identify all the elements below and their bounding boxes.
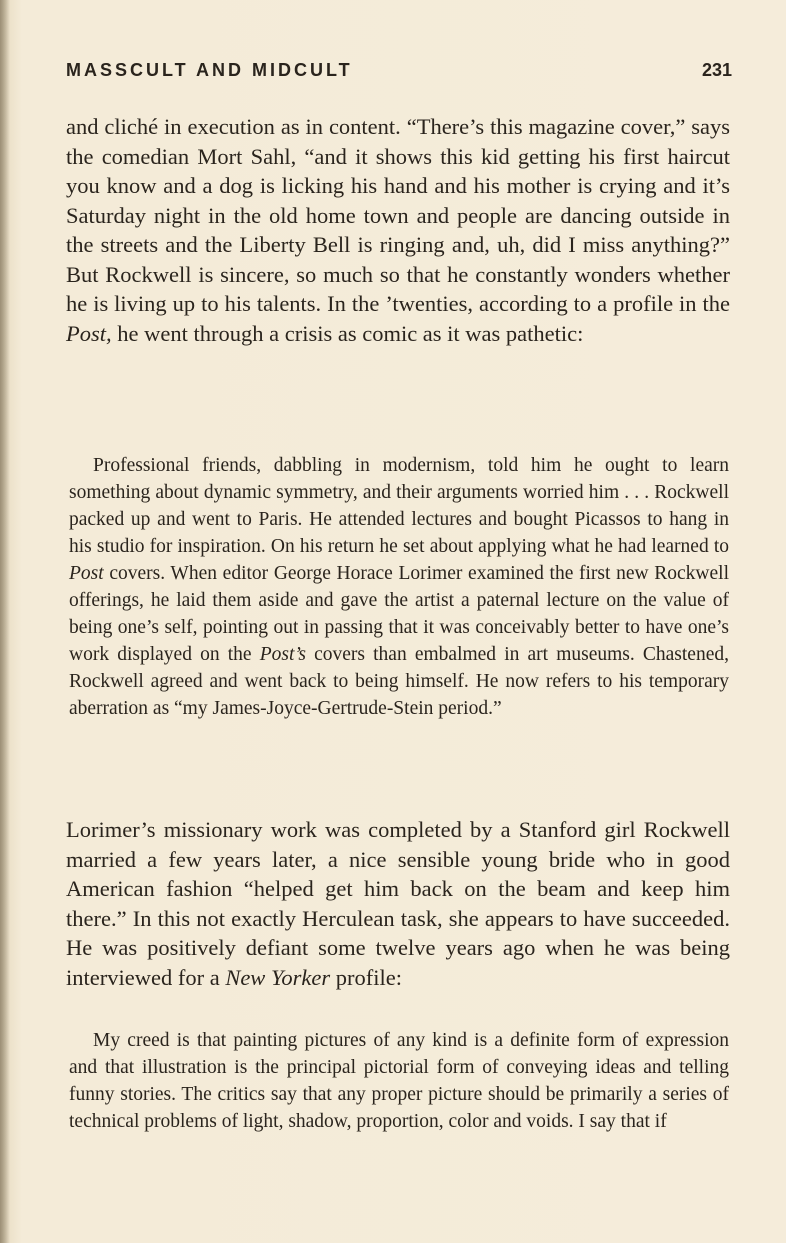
body-paragraph-1: [66, 112, 730, 348]
page-header: [66, 60, 732, 90]
paragraph-2-text: Lorimer’s missionary work was completed by a Stanford girl Rockwell married a few years later, a nice sensible young bride who in good American fashion “helped get him back on the beam and keep him there.” In this not exactly Herculean task, she appears to have succeeded. He was positively defiant some twelve years ago when he was being interviewed for a: [66, 817, 730, 990]
block-quote-1: [69, 452, 729, 722]
spine-shadow: [0, 0, 10, 1243]
quote-1-italic-post: Post: [69, 563, 104, 584]
quote-1-text: Professional friends, dabbling in modernism, told him he ought to learn something about dynamic symmetry, and their arguments worried him . . . Rockwell packed up and went to Paris. He attended lectures and bought Picassos to hang in his studio for inspiration. On his return he set about applying what he had learned to: [69, 455, 729, 557]
paragraph-1-italic: Post,: [66, 320, 112, 346]
quote-1-text-mid: covers. When editor George Horace Lorimer examined the first new Rockwell offerings, he laid them aside and gave the artist a paternal lecture on the value of being one’s self, pointing out in passing that it was conceivably better to have one’s work displayed on the: [69, 563, 729, 665]
body-paragraph-2: [66, 815, 730, 992]
paragraph-2-text-end: profile:: [330, 964, 402, 990]
paragraph-2-italic: New Yorker: [225, 964, 331, 990]
block-quote-2: [69, 1027, 729, 1135]
paragraph-1-text-end: he went through a crisis as comic as it was pathetic:: [111, 320, 584, 346]
quote-1-text-end: covers than embalmed in art museums. Chastened, Rockwell agreed and went back to being himself. He now refers to his temporary aberration as “my James-Joyce-Gertrude-Stein period.”: [69, 644, 729, 719]
quote-1-italic-posts: Post’s: [259, 644, 306, 665]
quote-2-text: My creed is that painting pictures of any kind is a definite form of expression and that illustration is the principal pictorial form of conveying ideas and telling funny stories. The critics say that any proper picture should be primarily a series of technical problems of light, shadow, proportion, color and voids. I say that if: [69, 1030, 729, 1132]
running-head: MASSCULT AND MIDCULT: [66, 60, 353, 80]
page-number: 231: [701, 60, 732, 80]
paragraph-1-text: and cliché in execution as in content. “There’s this magazine cover,” says the comedian Mort Sahl, “and it shows this kid getting his first haircut you know and a dog is licking his hand and his mother is crying and it’s Saturday night in the old home town and people are dancing outside in the streets and the Liberty Bell is ringing and, uh, did I miss anything?” But Rockwell is sincere, so much so that he constantly wonders whether he is living up to his talents. In the ’twenties, according to a profile in the: [66, 114, 730, 316]
